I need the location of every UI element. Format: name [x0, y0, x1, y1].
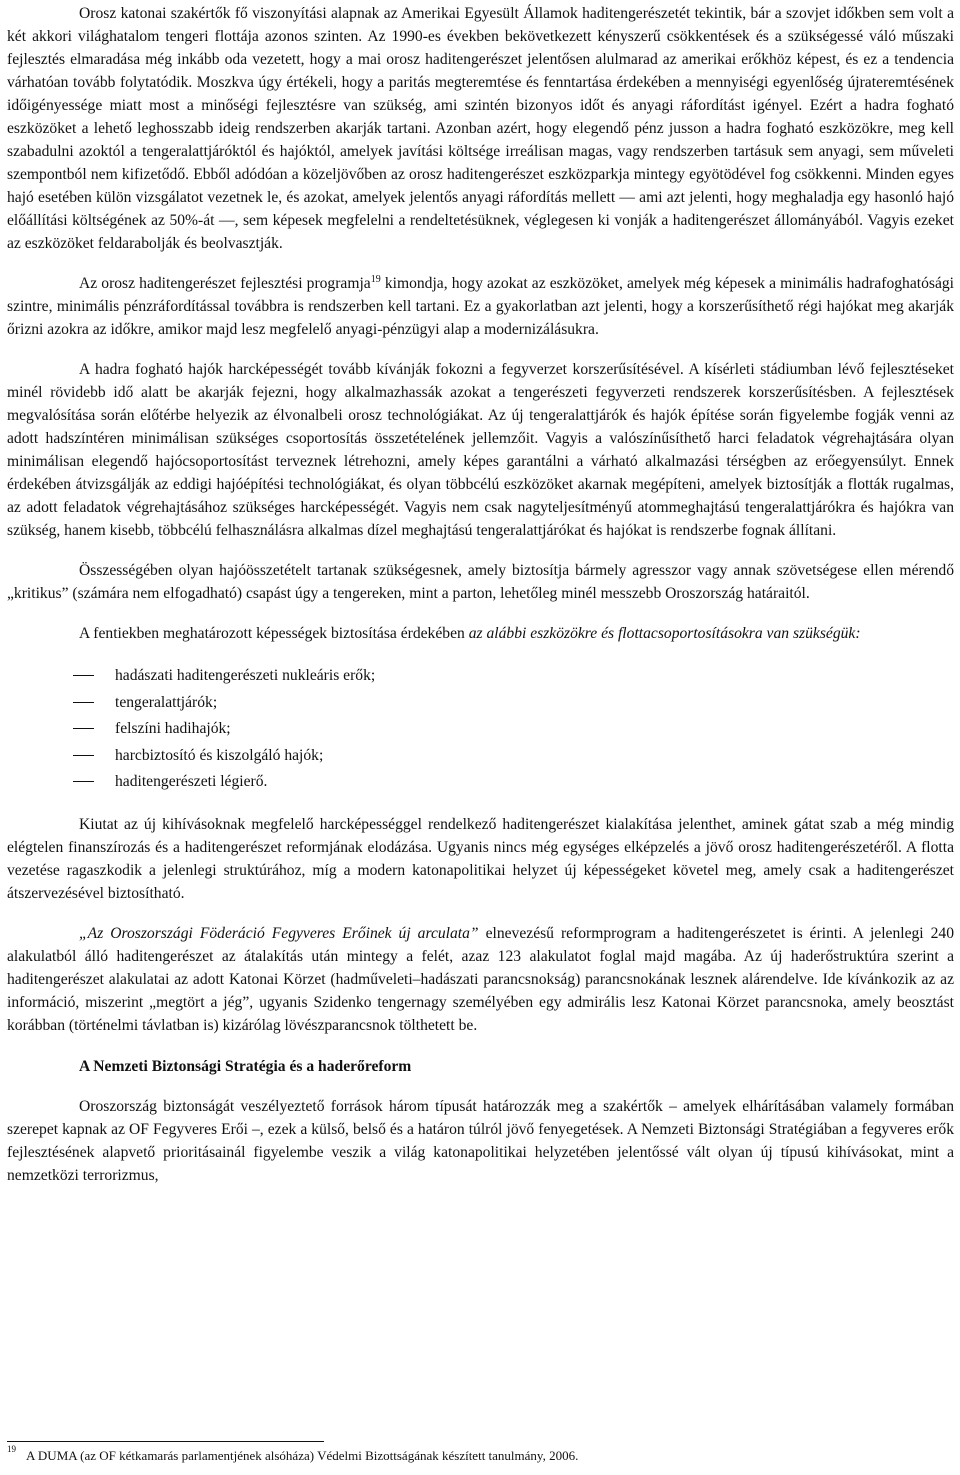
list-item	[7, 769, 954, 796]
paragraph-8: Oroszország biztonságát veszélyeztető források három típusát határozzák meg a szakértők – amelyek elhárításában valamely formában szerepet kapnak az OF Fegyveres Erői –, ezek a külső, belső és a határon túlról jövő fenyegetések. A Nemzeti Biztonsági Stratégiában a fegyveres erők fejlesztésének alapvető prioritásainál figyelembe veszik a világ katonapolitikai helyzetében jelentőssé vált olyan új típusú kihívásokat, mint a nemzetközi terrorizmus,	[7, 1097, 954, 1184]
list-item-label: tengeralattjárók;	[115, 693, 218, 711]
footnote-number: 19	[7, 1444, 16, 1454]
footnote	[7, 1446, 954, 1466]
dash-bullet	[73, 728, 94, 729]
footnote-text: A DUMA (az OF kétkamarás parlamentjének alsóháza) Védelmi Bizottságának készített tanulmány, 2006.	[26, 1448, 579, 1463]
paragraph-5-text: A fentiekben meghatározott képességek biztosítása érdekében	[79, 625, 469, 642]
section-heading: A Nemzeti Biztonsági Stratégia és a haderőreform	[79, 1057, 412, 1075]
paragraph-2	[7, 272, 954, 341]
paragraph-7-text: elnevezésű reformprogram a haditengerészetet is érinti. A jelenlegi 240 alakulatból álló haditengerészet az átalakítás után mintegy a felét, azaz 123 alakulatot foglal majd magába. Az új haderőstruktúra szerint a haditengerészet alakulatai az adott Katonai Körzet (hadműveleti–hadászati parancsnokság) parancsnokának lesznek alárendelve. Ide kívánkozik az az információ, miszerint „megtört a jég”, ugyanis Szidenko tengernagy személyében egy admirális lesz Katonai Körzet parancsnoka, amely beosztást korábban (történelmi távlatban is) kizárólag lövészparancsnok tölthetett be.	[7, 924, 955, 1034]
list-item	[7, 743, 954, 770]
paragraph-3: A hadra fogható hajók harcképességét tovább kívánják fokozni a fegyverzet korszerűsítésével. A kísérleti stádiumban lévő fejlesztéseket minél rövidebb idő alatt be akarják fejezni, hogy alkalmazhassák azokat a tengerészeti fegyverzeti rendszerek korszerűsítésben. A fejlesztések megvalósítása során előtérbe helyezik az élvonalbeli orosz technológiákat. Az új tengeralattjárók és hajók építése során figyelembe fogják venni az adott hadszíntéren minimálisan szükséges csoportosítás összetételének jellemzőit. Vagyis a valószínűsíthető harci feladatok végrehajtására olyan minimálisan elegendő hajócsoportosítást terveznek létrehozni, amely képes garantálni a várható alkalmazási térségben az erőegyensúlyt. Ennek érdekében átvizsgálják az eddigi hajóépítési technológiákat, és olyan többcélú eszközöket akarnak megépíteni, amelyek biztosítják a flották rugalmas, az adott feladatok végrehajtásához szükséges harcképességét. Vagyis nem csak nagyteljesítményű atommeghajtású tengeralattjárókra és hajókra van szükség, hanem kisebb, többcélú felhasználásra alkalmas dízel meghajtású tengeralattjárókat és hajókat is rendszerbe fognak állítani.	[7, 361, 954, 539]
dash-bullet	[73, 702, 94, 703]
list-item	[7, 663, 954, 690]
paragraph-5-italic-text: az alábbi eszközökre és flottacsoportosításokra van szükségük:	[468, 625, 861, 642]
paragraph-2-text-a: Az orosz haditengerészet fejlesztési programja	[79, 275, 371, 292]
footnote-reference-19[interactable]: 19	[370, 274, 381, 285]
capability-list	[7, 663, 954, 796]
dash-bullet	[73, 755, 94, 756]
dash-bullet	[73, 675, 94, 676]
paragraph-2-text-b: kimondja, hogy azokat az eszközöket, amelyek még képesek a minimális hadrafoghatósági szintre, minimális pénzráfordítással továbbra is rendszerben kell tartani. Ez a gyakorlatban azt jelenti, hogy a korszerűsíthető régi hajókat meg akarják őrizni azokra az időkre, amikor majd lesz megfelelő anyagi-pénzügyi alap a modernizálásukra.	[7, 275, 954, 338]
paragraph-5	[7, 622, 954, 645]
list-item	[7, 690, 954, 717]
document-page	[7, 2, 954, 1187]
list-item-label: hadászati haditengerészeti nukleáris erők;	[115, 667, 376, 684]
list-item-label: harcbiztosító és kiszolgáló hajók;	[115, 746, 324, 764]
paragraph-7	[7, 922, 954, 1037]
list-item-label: haditengerészeti légierő.	[115, 773, 268, 790]
list-item	[7, 716, 954, 743]
paragraph-4: Összességében olyan hajóösszetételt tartanak szükségesnek, amely biztosítja bármely agresszor vagy annak szövetségese ellen mérendő „kritikus” (számára nem elfogadható) csapást úgy a tengereken, mint a parton, lehetőleg minél messzebb Oroszország határaitól.	[7, 562, 954, 602]
paragraph-1: Orosz katonai szakértők fő viszonyítási alapnak az Amerikai Egyesült Államok haditengerészetét tekintik, bár a szovjet időkben sem volt a két akkori világhatalom tengeri flottája azonos szinten. Az 1990-es években bekövetkezett kényszerű csökkentések és a szükségessé váló műszaki fejlesztés elmaradása még inkább oda vezetett, hogy a mai orosz haditengerészet jelentősen alulmarad az amerikai erőkhöz képest, és ez a tendencia várhatóan tovább folytatódik. Moszkva úgy értékeli, hogy a paritás megteremtése és fenntartása érdekében a mennyiségi egyenlőség újrateremtésének időigényessége miatt most a minőségi fejlesztésre van szükség, ami szintén bizonyos időt és anyagi ráfordítást igényel. Ezért a hadra fogható eszközöket a lehető leghosszabb ideig rendszerben akarják tartani. Azonban azért, hogy elegendő pénz jusson a hadra fogható eszközökre, meg kell szabadulni azoktól a tengeralattjáróktól és hajóktól, amelyek javítási költsége irreálisan magas, vagy rendszerben tartásuk sem anyagi, sem műveleti szempontból nem kifizetődő. Ebből adódóan a közeljövőben az orosz haditengerészet eszközparkja mintegy egyötödével fog csökkenni. Minden egyes hajó esetében külön vizsgálatot vezetnek le, és azokat, amelyek jelentős anyagi ráfordítás mellett — ami azt jelenti, hogy meghaladja egy hasonló hajó előállítási költségének az 50%-át —, sem képesek megfelelni a rendeltetésüknek, véglegesen ki vonják a haditengerészet állományából. Vagyis ezeket az eszközöket feldarabolják és beolvasztják.	[7, 5, 954, 252]
reform-program-title: „Az Oroszországi Föderáció Fegyveres Erőinek új arculata”	[79, 924, 479, 942]
paragraph-6: Kiutat az új kihívásoknak megfelelő harcképességgel rendelkező haditengerészet kialakítása jelenthet, aminek gátat szab a még mindig elégtelen finanszírozás és a haditengerészet reformjának elodázása. Ugyanis nincs még egységes elképzelés a jövő orosz haditengerészetéről. A flotta vezetése ragaszkodik a jelenlegi struktúrához, míg a modern katonapolitikai helyzet új képességeket követel meg, amely csak a haditengerészet átszervezésével biztosítható.	[7, 815, 954, 902]
list-item-label: felszíni hadihajók;	[115, 720, 231, 737]
footnote-separator	[7, 1441, 324, 1442]
dash-bullet	[73, 781, 94, 782]
